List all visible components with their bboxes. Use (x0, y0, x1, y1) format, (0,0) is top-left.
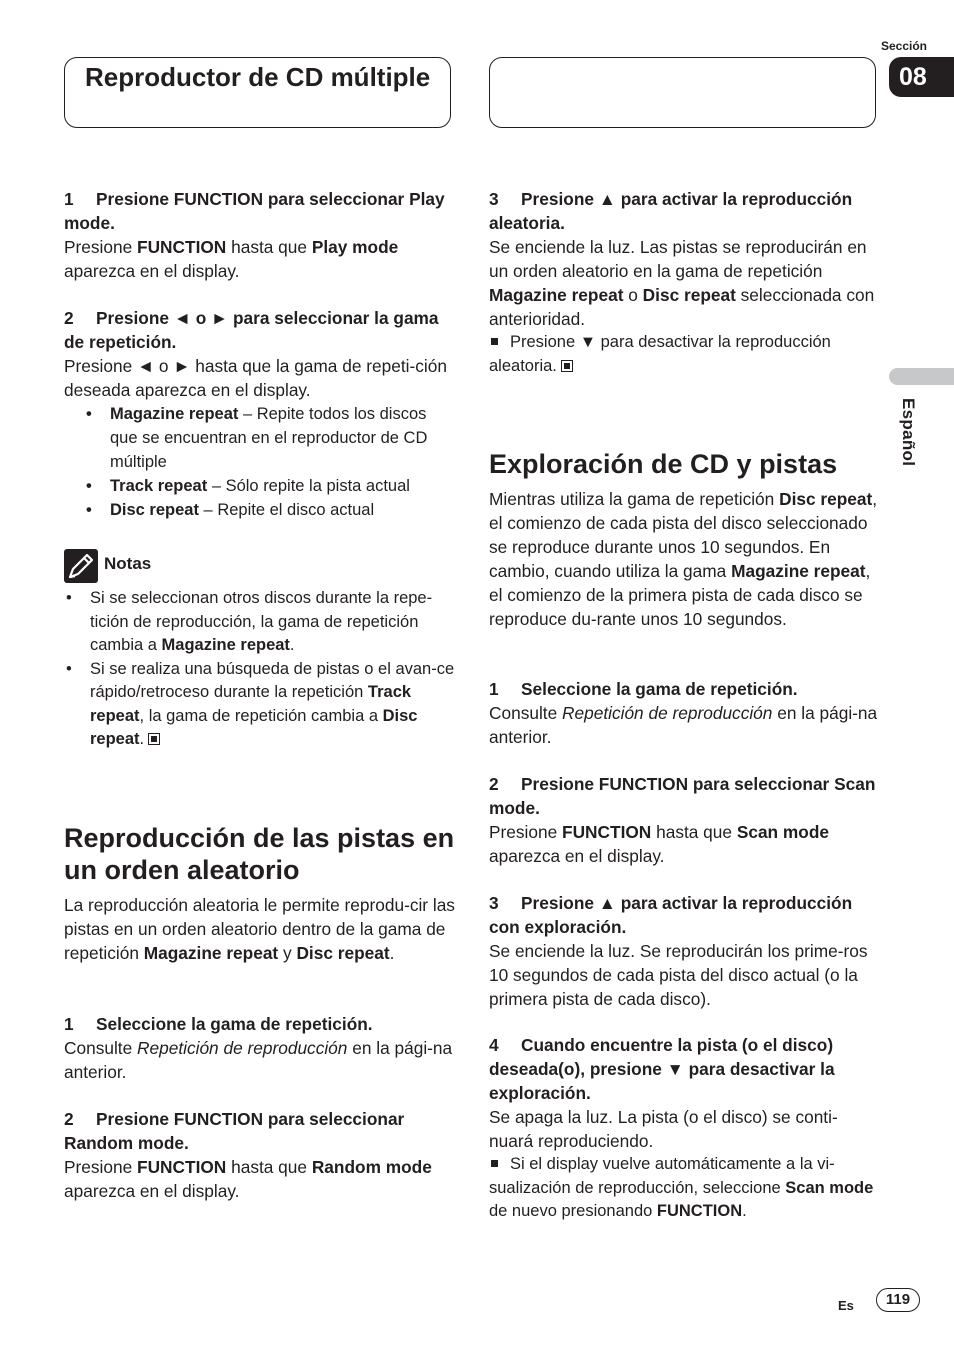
section-heading: Exploración de CD y pistas (489, 449, 838, 479)
step-scan-deactivate (489, 1033, 881, 1224)
notes-list-block (64, 587, 456, 752)
step-body: Presione FUNCTION hasta que Scan mode aparezca en el display. (489, 822, 830, 866)
section-label: Sección (880, 39, 927, 53)
section-heading: Reproducción de las pistas en un orden aleatorio (64, 823, 455, 885)
list-item: • Si se realiza una búsqueda de pistas o el avan-ce rápido/retroceso durante la repetición Track repeat, la gama de repetición cambia a Disc repeat. (64, 658, 456, 752)
scan-intro: Mientras utiliza la gama de repetición Disc repeat, el comienzo de cada pista del disco seleccionado se reproduce durante unos 10 segundos. En cambio, cuando utiliza la gama Magazine repeat, el comienzo de la primera pista de cada disco se reproduce du-rante unos 10 segundos. (489, 489, 878, 629)
language-code: Es (838, 1298, 854, 1313)
step-body: Consulte Repetición de reproducción en la pági-na anterior. (489, 703, 878, 747)
step-heading: 2 Presione FUNCTION para seleccionar Scan mode. (489, 774, 876, 818)
chapter-header-box (64, 57, 451, 128)
chapter-title: Reproductor de CD múltiple (85, 62, 431, 92)
list-item: • Track repeat – Sólo repite la pista actual (64, 474, 456, 498)
random-section (64, 822, 456, 886)
random-intro: La reproducción aleatoria le permite reprodu-cir las pistas en un orden aleatorio dentro de la gama de repetición Magazine repeat y Disc repeat. (64, 895, 455, 963)
scan-section (489, 448, 881, 480)
notes-list (64, 587, 456, 752)
language-tab (889, 368, 954, 385)
step-heading: 3 Presione ▲ para activar la reproducción aleatoria. (489, 189, 853, 233)
section-number-tab: 08 (889, 57, 954, 97)
list-item: • Si se seleccionan otros discos durante la repe-tición de reproducción, la gama de repetición cambia a Magazine repeat. (64, 587, 456, 658)
list-item: • Disc repeat – Repite el disco actual (64, 498, 456, 522)
repeat-options-list (64, 402, 456, 522)
step-body: Presione FUNCTION hasta que Play mode aparezca en el display. (64, 237, 399, 281)
step-scan-mode (489, 772, 881, 868)
step-scan-select-range (489, 677, 881, 749)
step-heading: 2 Presione FUNCTION para seleccionar Random mode. (64, 1109, 405, 1153)
step-body: Consulte Repetición de reproducción en la pági-na anterior. (64, 1038, 453, 1082)
step-note: Si el display vuelve automáticamente a la vi-sualización de reproducción, seleccione Scan mode de nuevo presionando FUNCTION. (489, 1155, 874, 1220)
step-heading: 2 Presione ◄ o ► para seleccionar la gama de repetición. (64, 308, 439, 352)
notes-title: Notas (104, 554, 152, 573)
step-heading: 1 Presione FUNCTION para seleccionar Play mode. (64, 189, 445, 233)
step-random-select-range (64, 1012, 456, 1084)
step-heading: 1 Seleccione la gama de repetición. (489, 679, 798, 699)
step-body: Se apaga la luz. La pista (o el disco) se conti-nuará reproduciendo. (489, 1107, 838, 1151)
step-body: Se enciende la luz. Las pistas se reproducirán en un orden aleatorio en la gama de repetición Magazine repeat o Disc repeat seleccionada con anterioridad. (489, 237, 875, 329)
list-item: • Magazine repeat – Repite todos los discos que se encuentran en el reproductor de CD múltiple (64, 402, 456, 474)
page-number: 119 (876, 1288, 920, 1312)
step-play-mode (64, 187, 456, 283)
empty-header-box (489, 57, 876, 128)
end-mark-icon (561, 360, 573, 372)
pencil-note-icon (64, 549, 98, 583)
note-square-icon (491, 1160, 498, 1167)
step-body: Presione ◄ o ► hasta que la gama de repeti-ción deseada aparezca en el display. (64, 356, 447, 400)
step-heading: 4 Cuando encuentre la pista (o el disco) deseada(o), presione ▼ para desactivar la exploración. (489, 1035, 835, 1103)
step-select-repeat (64, 306, 456, 522)
step-heading: 3 Presione ▲ para activar la reproducción con exploración. (489, 893, 853, 937)
note-square-icon (491, 338, 498, 345)
end-mark-icon (148, 733, 160, 745)
step-body: Presione FUNCTION hasta que Random mode aparezca en el display. (64, 1157, 432, 1201)
step-scan-activate (489, 891, 881, 1011)
step-body: Se enciende la luz. Se reproducirán los prime-ros 10 segundos de cada pista del disco actual (o la primera pista de cada disco). (489, 941, 868, 1009)
step-random-activate (489, 187, 881, 378)
step-note: Presione ▼ para desactivar la reproducción aleatoria. (489, 333, 831, 375)
step-heading: 1 Seleccione la gama de repetición. (64, 1014, 373, 1034)
step-random-mode (64, 1107, 456, 1203)
language-label: Español (899, 398, 918, 467)
